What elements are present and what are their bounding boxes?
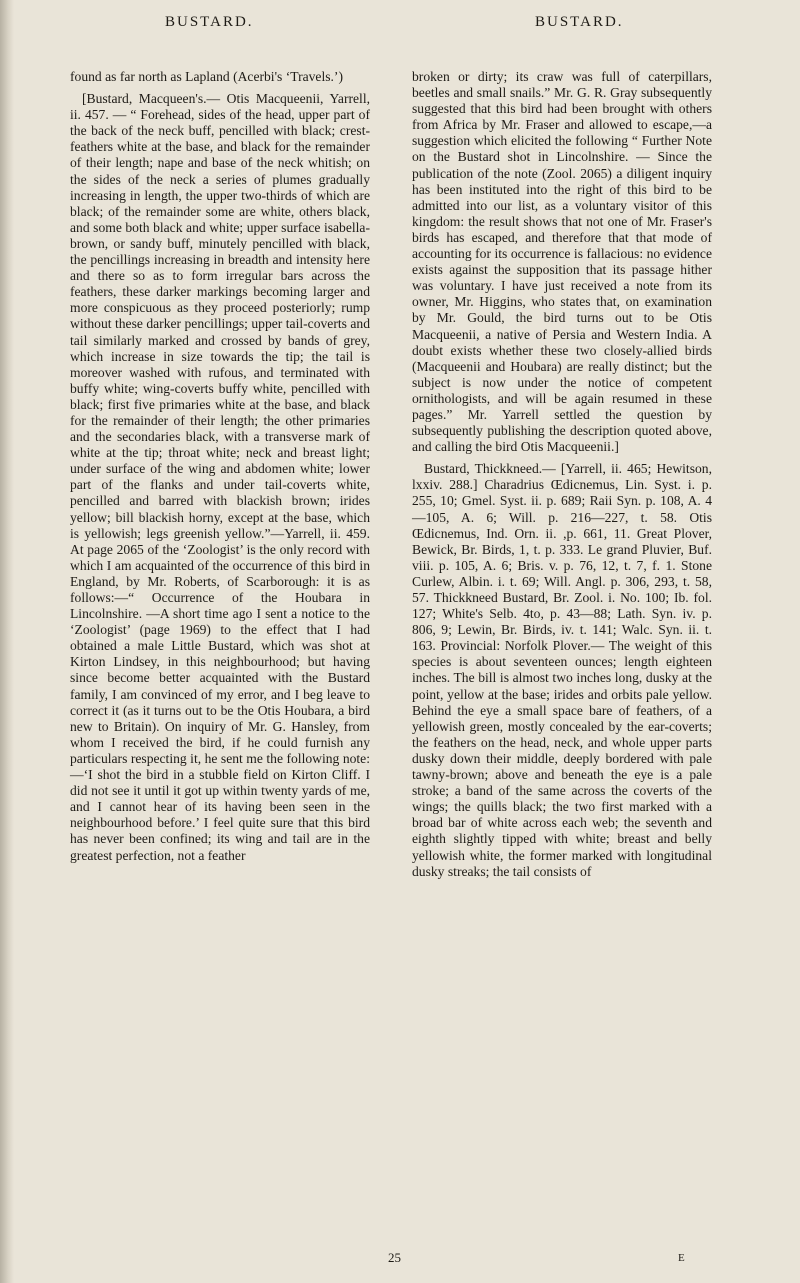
paragraph: found as far north as Lapland (Acerbi's ‘Travels.’)	[70, 69, 343, 84]
signature-mark: E	[678, 1252, 685, 1264]
binding-gutter	[0, 0, 14, 1283]
page-number: 25	[388, 1250, 401, 1265]
paragraph: broken or dirty; its craw was full of caterpillars, beetles and small snails.” Mr. G. R. Gray subsequently suggested that this bird had been brought with others from Africa by Mr. Fraser and allowed to escape,—a suggestion which elicited the following “ Further Note on the Bustard shot in Lincolnshire. — Since the publication of the note (Zool. 2065) a diligent inquiry has been instituted into the right of this bird to be admitted into our list, as a voluntary visitor of this kingdom: the result shows that not one of Mr. Fraser's birds has escaped, and therefore that that mode of accounting for its occurrence is fallacious: no evidence exists against the supposition that its passage hither was voluntary. I have just received a note from its owner, Mr. Higgins, who states that, on examination by Mr. Gould, the bird turns out to be Otis Macqueenii, a native of Persia and Western India. A doubt exists whether these two closely-allied birds (Macqueenii and Houbara) are really distinct; but the subject is now under the notice of competent ornithologists, and will be again resumed in these pages.” Mr. Yarrell settled the question by subsequently publishing the description quoted above, and calling the bird Otis Macqueenii.]	[412, 69, 712, 455]
paragraph: [Bustard, Macqueen's.— Otis Macqueenii, Yarrell, ii. 457. — “ Forehead, sides of the head, upper part of the back of the neck buff, pencilled with black; crest-feathers white at the base, and black for the remainder of their length; nape and base of the neck whitish; on the sides of the neck a series of plumes gradually increasing in length, the upper two-thirds of which are black; of the remainder some are white, others black, and some both black and white; upper surface isabella-brown, or sandy buff, minutely pencilled with black, the pencillings increasing in breadth and intensity here and there so as to form irregular bars across the feathers, these darker markings becoming larger and more conspicuous as they proceed posteriorly; rump without these darker pencillings; upper tail-coverts and tail similarly marked and crossed by bands of grey, which increase in size towards the tip; the tail is moreover washed with rufous, and terminated with buffy white; wing-coverts buffy white, pencilled with black; first five primaries white at the base, and black for the remainder of their length; the other primaries and the secondaries black, with a transverse mark of white at the tip; throat white; neck and breast light; under surface of the wing and abdomen white; lower part of the flanks and under tail-coverts white, pencilled and barred with blackish brown; irides yellow; bill blackish horny, except at the base, which is yellowish; legs greenish yellow.”—Yarrell, ii. 459. At page 2065 of the ‘Zoologist’ is the only record with which I am acquainted of the occurrence of this bird in England, by Mr. Roberts, of Scarborough: it is as follows:—“ Occurrence of the Houbara in Lincolnshire. —A short time ago I sent a notice to the ‘Zoologist’ (page 1969) to the effect that I had obtained a male Little Bustard, which was shot at Kirton Lindsey, in this neighbourhood; but having since become better acquainted with the Bustard family, I am convinced of my error, and I beg leave to correct it (as it turns out to be the Otis Houbara, a bird new to Britain). On inquiry of Mr. G. Hansley, from whom I received the bird, if he could furnish any particulars respecting it, he sent me the following note:—‘I shot the bird in a stubble field on Kirton Cliff. I did not see it until it got up within twenty yards of me, and I cannot hear of its having been seen in the neighbourhood before.’ I feel quite sure that this bird has never been confined; its wing and tail are in the greatest perfection, not a feather	[70, 91, 370, 863]
paragraph: Bustard, Thickkneed.— [Yarrell, ii. 465; Hewitson, lxxiv. 288.] Charadrius Œdicnemus, Lin. Syst. i. p. 255, 10; Gmel. Syst. ii. p. 689; Raii Syn. p. 108, A. 4—105, A. 6; Will. p. 216—227, t. 58. Otis Œdicnemus, Ind. Orn. ii. ,p. 661, 11. Great Plover, Bewick, Br. Birds, 1, t. p. 333. Le grand Pluvier, Buf. viii. p. 105, A. 6; Bris. v. p. 76, 12, t. 7, f. 1. Stone Curlew, Albin. i. t. 69; Will. Angl. p. 306, 293, t. 58, 57. Thickkneed Bustard, Br. Zool. i. No. 100; Ib. fol. 127; White's Selb. 4to, p. 43—88; Lath. Syn. iv. p. 806, 9; Lewin, Br. Birds, iv. t. 141; Walc. Syn. ii. t. 163. Provincial: Norfolk Plover.— The weight of this species is about seventeen ounces; length eighteen inches. The bill is almost two inches long, dusky at the point, yellow at the base; irides and orbits pale yellow. Behind the eye a small space bare of feathers, of a yellowish green, mostly concealed by the ear-coverts; the feathers on the head, neck, and whole upper parts dusky down their middle, deeply bordered with pale tawny-brown; above and beneath the eye is a pale stroke; a band of the same across the coverts of the wings; the quills black; the two first marked with a broad bar of white across each web; the seventh and eighth slightly tipped with white; breast and belly yellowish white, the former marked with longitudinal dusky streaks; the tail consists of	[412, 461, 712, 879]
left-column	[70, 69, 370, 870]
running-head-left: BUSTARD.	[165, 14, 254, 30]
running-head-right: BUSTARD.	[535, 14, 624, 30]
right-column	[412, 69, 712, 886]
